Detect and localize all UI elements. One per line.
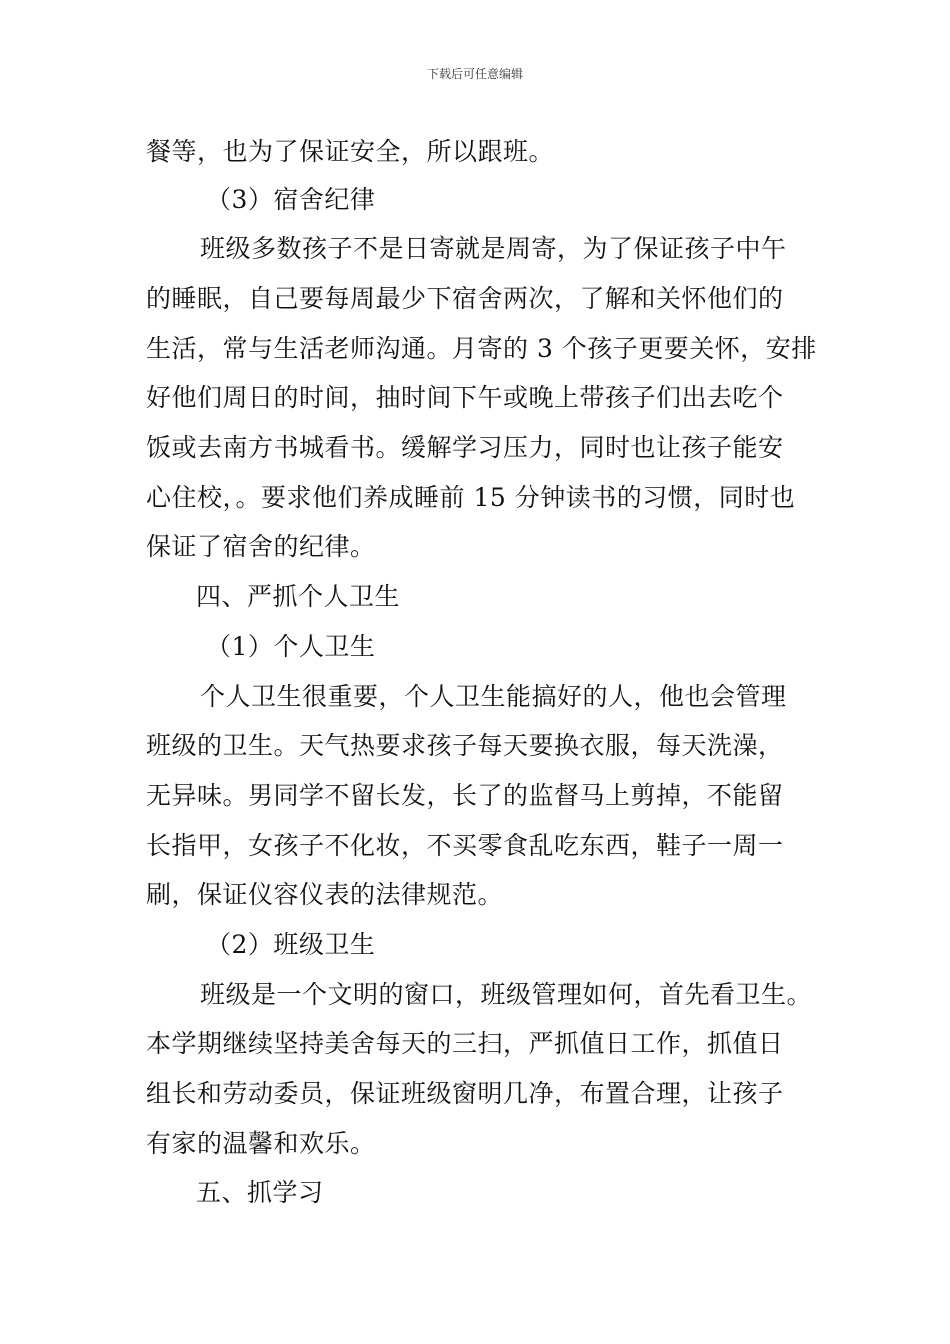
subsection-heading: （3）宿舍纪律	[206, 185, 376, 214]
text-line: 有家的温馨和欢乐。	[146, 1129, 376, 1158]
page-header: 下载后可任意编辑	[426, 67, 523, 81]
text-line: 刷，保证仪容仪表的法律规范。	[146, 880, 504, 909]
text-line: 长指甲，女孩子不化妆，不买零食乱吃东西，鞋子一周一	[146, 831, 784, 860]
text-line: 班级的卫生。天气热要求孩子每天要换衣服，每天洗澡，	[146, 731, 784, 760]
text-line: 保证了宿舍的纪律。	[146, 532, 376, 561]
text-line: 无异味。男同学不留长发，长了的监督马上剪掉，不能留	[146, 781, 784, 810]
text-line: 心住校，。要求他们养成睡前 15 分钟读书的习惯，同时也	[146, 483, 796, 512]
subsection-heading: （1）个人卫生	[206, 632, 376, 661]
text-line: 本学期继续坚持美舍每天的三扫，严抓值日工作，抓值日	[146, 1029, 784, 1058]
section-heading: 五、抓学习	[196, 1178, 324, 1207]
text-line: 饭或去南方书城看书。缓解学习压力，同时也让孩子能安	[146, 433, 784, 462]
subsection-heading: （2）班级卫生	[206, 930, 376, 959]
text-line: 餐等，也为了保证安全，所以跟班。	[146, 137, 555, 166]
text-line: 组长和劳动委员，保证班级窗明几净，布置合理，让孩子	[146, 1079, 784, 1108]
section-heading: 四、严抓个人卫生	[196, 582, 401, 611]
text-line: 的睡眠，自己要每周最少下宿舍两次，了解和关怀他们的	[146, 284, 784, 313]
text-line: 好他们周日的时间，抽时间下午或晚上带孩子们出去吃个	[146, 383, 784, 412]
text-line: 班级是一个文明的窗口，班级管理如何，首先看卫生。	[200, 980, 813, 1009]
text-line: 生活，常与生活老师沟通。月寄的 3 个孩子更要关怀，安排	[146, 334, 817, 363]
text-line: 个人卫生很重要，个人卫生能搞好的人，他也会管理	[200, 682, 787, 711]
text-line: 班级多数孩子不是日寄就是周寄，为了保证孩子中午	[200, 234, 787, 263]
